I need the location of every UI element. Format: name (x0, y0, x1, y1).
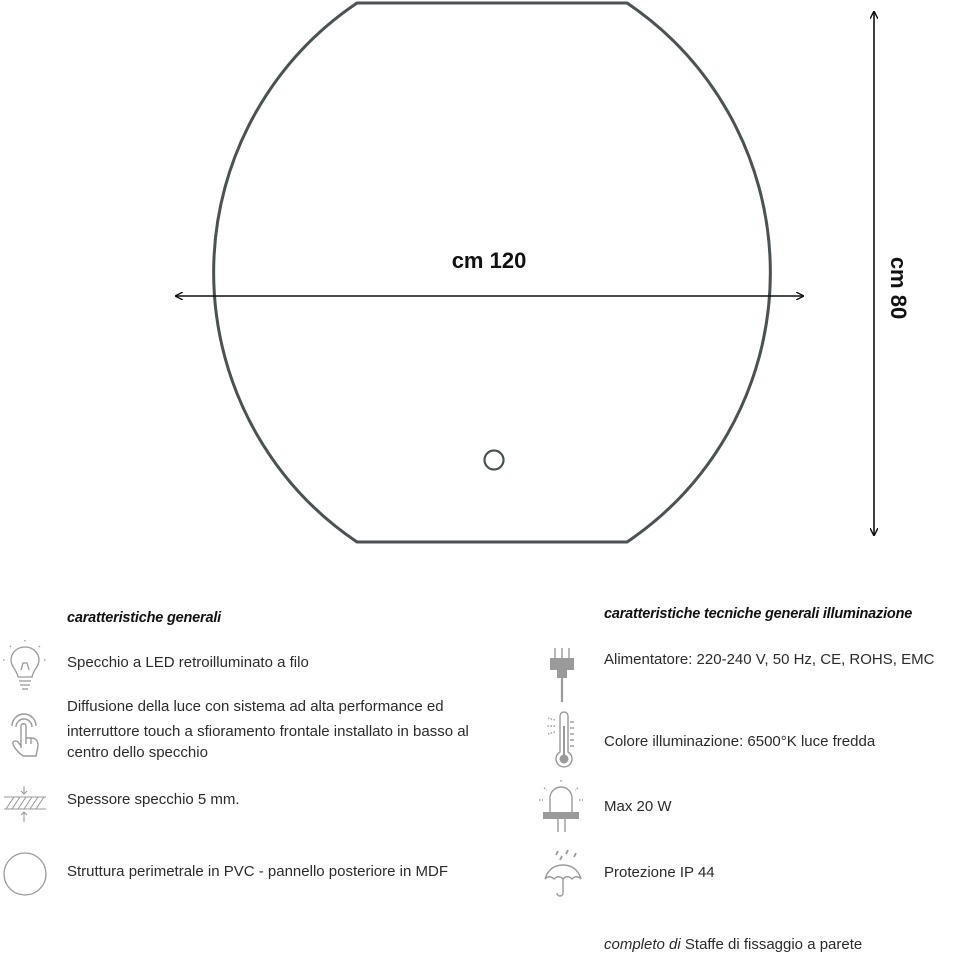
technical-item-4: Protezione IP 44 (604, 864, 715, 881)
technical-item-2: Colore illuminazione: 6500°K luce fredda (604, 733, 876, 750)
footer-prefix: completo di (604, 936, 681, 953)
general-item-2: Diffusione della luce con sistema ad alta performance ed interruttore touch a sfioramento frontale installato in basso al centro dello specchio (67, 698, 469, 761)
touch-switch-indicator (485, 451, 504, 470)
circle-icon (2, 851, 48, 897)
led-icon (538, 780, 584, 834)
plug-icon (547, 646, 577, 704)
umbrella-rain-icon (542, 849, 584, 899)
general-item-1: Specchio a LED retroilluminato a filo (67, 654, 309, 671)
technical-footer (604, 934, 862, 955)
width-dimension-label: cm 120 (451, 248, 527, 273)
footer-text: Staffe di fissaggio a parete (684, 936, 863, 953)
touch-hand-icon (4, 710, 44, 762)
height-dimension-label: cm 80 (886, 256, 911, 320)
thickness-icon (0, 782, 50, 828)
technical-item-3: Max 20 W (604, 798, 672, 815)
general-section-title: caratteristiche generali (67, 610, 221, 626)
technical-section-title: caratteristiche tecniche generali illuminazione (604, 606, 913, 622)
general-item-4: Struttura perimetrale in PVC - pannello posteriore in MDF (67, 863, 448, 880)
thermometer-icon (545, 712, 581, 770)
light-bulb-icon (2, 640, 48, 694)
general-item-3: Spessore specchio 5 mm. (67, 791, 240, 808)
technical-item-1: Alimentatore: 220-240 V, 50 Hz, CE, ROHS, EMC (604, 651, 935, 668)
